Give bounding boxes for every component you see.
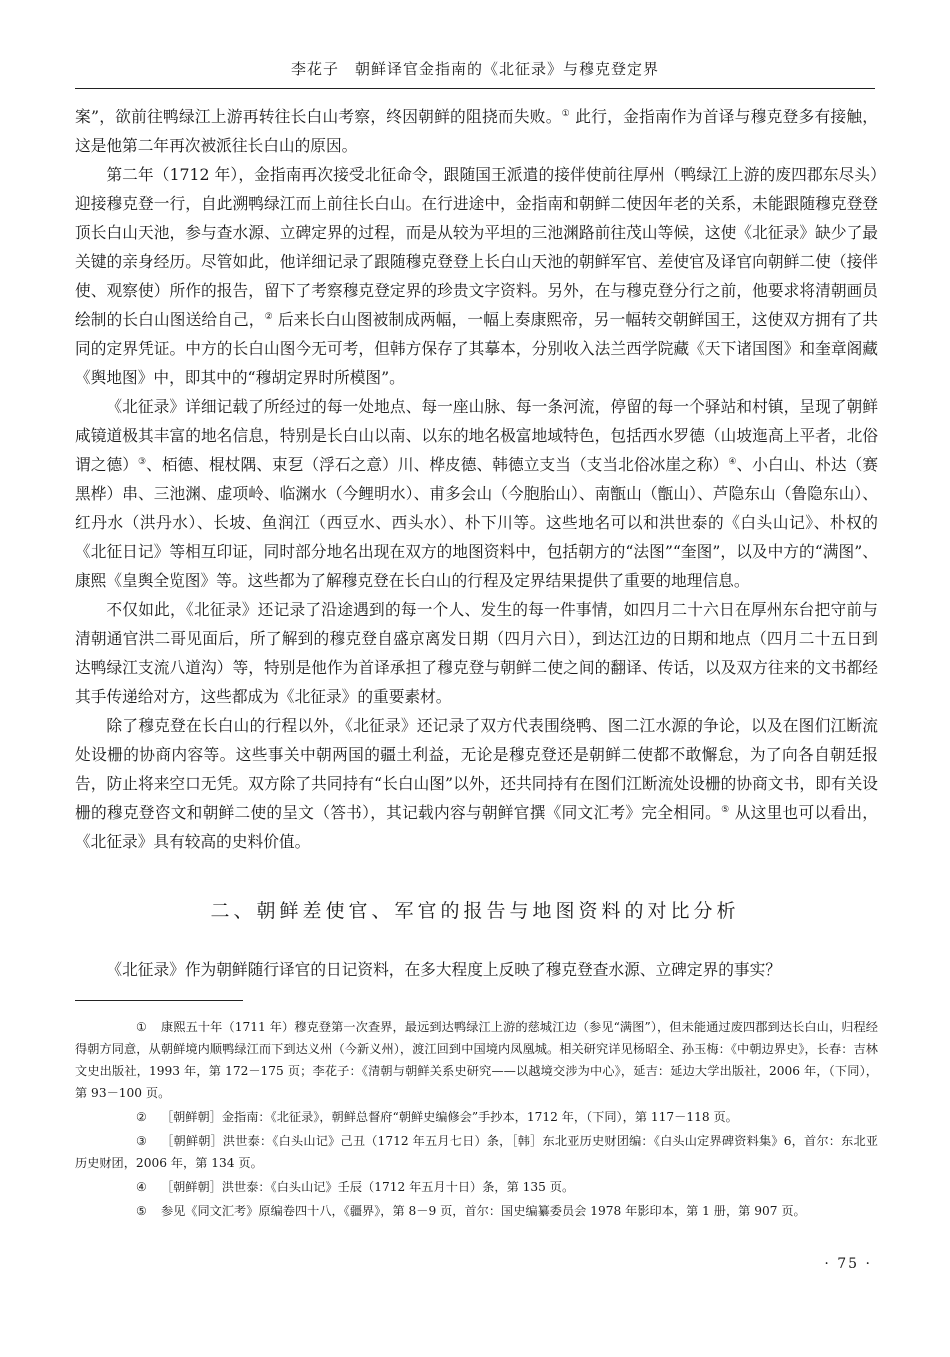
paragraph-3-text-c: 、小白山、朴达（赛黑桦）串、三池渊、虚项岭、临渊水（今鲤明水）、甫多会山（今胞胎山）、南甑山（甑山）、芦隐东山（鲁隐东山）、红丹水（洪丹水）、长坡、鱼润江（西豆水、西头水）、朴下川等。这些地名可以和洪世泰的《白头山记》、朴权的《北征日记》等相互印证，同时部分地名出现在双方的地图资料中，包括朝方的“法图”“奎图”，以及中方的“满图”、康熙《皇舆全览图》等。这些都为了解穆克登在长白山的行程及定界结果提供了重要的地理信息。	[75, 455, 879, 590]
paragraph-3-text-a: 《北征录》详细记载了所经过的每一处地点、每一座山脉、每一条河流，停留的每一个驿站和村镇，呈现了朝鲜咸镜道极其丰富的地名信息，特别是长白山以南、以东的地名极富地域特色，包括西水罗德（山坡迤高上平者，北俗谓之德）	[75, 397, 878, 474]
paragraph-5	[75, 711, 878, 856]
footnote-mark: ④	[136, 1180, 147, 1194]
paragraph-5-text-a: 除了穆克登在长白山的行程以外，《北征录》还记录了双方代表围绕鸭、图二江水源的争论，以及在图们江断流处设栅的协商内容等。这些事关中朝两国的疆土利益，无论是穆克登还是朝鲜二使都不敢懈怠，为了向各自朝廷报告，防止将来空口无凭。双方除了共同持有“长白山图”以外，还共同持有在图们江断流处设栅的协商文书，即有关设栅的穆克登咨文和朝鲜二使的呈文（答书），其记载内容与朝鲜官撰《同文汇考》完全相同。	[75, 716, 878, 822]
footnote-ref-5[interactable]: ⑤	[721, 804, 730, 815]
footnote-rule	[75, 1000, 243, 1001]
header-rule	[75, 88, 875, 89]
paragraph-1-text: 案”，欲前往鸭绿江上游再转往长白山考察，终因朝鲜的阻挠而失败。	[75, 107, 562, 126]
footnote-ref-1[interactable]: ①	[561, 108, 570, 119]
page-number: · 75 ·	[824, 1256, 872, 1272]
paragraph-1	[75, 102, 878, 160]
footnote-ref-4[interactable]: ④	[728, 456, 737, 467]
paragraph-3-text-b: 、栢德、棍杖隅、束乭（浮石之意）川、桦皮德、韩德立支当（支当北俗冰崖之称）	[146, 455, 729, 474]
body-text	[75, 102, 878, 856]
footnotes	[75, 1016, 878, 1224]
footnote-mark: ⑤	[136, 1204, 147, 1218]
running-title: 李花子 朝鲜译官金指南的《北征录》与穆克登定界	[290, 60, 659, 78]
paragraph-2	[75, 160, 878, 392]
footnote-3	[75, 1130, 878, 1174]
footnote-ref-3[interactable]: ③	[137, 456, 147, 467]
paragraph-1-rest: 此行，金指南作为首译与穆克登多有接触，这是他第二年再次被派往长白山的原因。	[75, 107, 878, 155]
paragraph-2-text-b: 后来长白山图被制成两幅，一幅上奏康熙帝，另一幅转交朝鲜国王，这使双方拥有了共同的定界凭证。中方的长白山图今无可考，但韩方保存了其摹本，分别收入法兰西学院藏《天下诸国图》和奎章阁藏《舆地图》中，即其中的“穆胡定界时所模图”。	[75, 310, 878, 387]
footnote-text: ［朝鲜朝］洪世泰：《白头山记》己丑（1712 年五月七日）条，［韩］东北亚历史财团编：《白头山定界碑资料集》6，首尔：东北亚历史财团，2006 年，第 134 页。	[75, 1134, 878, 1170]
paragraph-2-text-a: 第二年（1712 年），金指南再次接受北征命令，跟随国王派遣的接伴使前往厚州（鸭绿江上游的废四郡东尽头）迎接穆克登一行，自此溯鸭绿江而上前往长白山。在行进途中，金指南和朝鲜二使因年老的关系，未能跟随穆克登登顶长白山天池，参与查水源、立碑定界的过程，而是从较为平坦的三池渊路前往茂山等候，这使《北征录》缺少了最关键的亲身经历。尽管如此，他详细记录了跟随穆克登登上长白山天池的朝鲜军官、差使官及译官向朝鲜二使（接伴使、观察使）所作的报告，留下了考察穆克登定界的珍贵文字资料。另外，在与穆克登分行之前，他要求将清朝画员绘制的长白山图送给自己，	[75, 165, 878, 329]
footnote-text: 康熙五十年（1711 年）穆克登第一次查界，最远到达鸭绿江上游的慈城江边（参见“满图”），但未能通过废四郡到达长白山，归程经得朝方同意，从朝鲜境内顺鸭绿江而下到达义州（今新义州），渡江回到中国境内凤凰城。相关研究详见杨昭全、孙玉梅：《中朝边界史》，长春：吉林文史出版社，1993 年，第 172－175 页；李花子：《清朝与朝鲜关系史研究——以越境交涉为中心》，延吉：延边大学出版社，2006 年，（下同），第 93－100 页。	[75, 1020, 878, 1100]
footnote-5	[75, 1200, 878, 1222]
footnote-1	[75, 1016, 878, 1104]
footnote-mark: ③	[136, 1134, 147, 1148]
footnote-text: 参见《同文汇考》原编卷四十八，《疆界》，第 8－9 页，首尔：国史编纂委员会 1978 年影印本，第 1 册，第 907 页。	[160, 1204, 806, 1218]
footnote-ref-2[interactable]: ②	[264, 311, 273, 322]
footnote-mark: ②	[136, 1110, 147, 1124]
paragraph-3	[75, 392, 878, 595]
footnote-mark: ①	[136, 1020, 147, 1034]
paragraph-5-text-b: 从这里也可以看出，《北征录》具有较高的史料价值。	[75, 803, 878, 851]
paragraph-6: 《北征录》作为朝鲜随行译官的日记资料，在多大程度上反映了穆克登查水源、立碑定界的事实？	[106, 960, 781, 979]
footnote-text: ［朝鲜朝］金指南：《北征录》，朝鲜总督府“朝鲜史编修会”手抄本，1712 年，（下同），第 117－118 页。	[160, 1110, 738, 1124]
footnote-4	[75, 1176, 878, 1198]
footnote-2	[75, 1106, 878, 1128]
footnote-text: ［朝鲜朝］洪世泰：《白头山记》壬辰（1712 年五月十日）条，第 135 页。	[160, 1180, 575, 1194]
section-heading: 二、朝鲜差使官、军官的报告与地图资料的对比分析	[210, 900, 740, 922]
paragraph-4: 不仅如此，《北征录》还记录了沿途遇到的每一个人、发生的每一件事情，如四月二十六日在厚州东台把守前与清朝通官洪二哥见面后，所了解到的穆克登自盛京离发日期（四月六日），到达江边的日期和地点（四月二十五日到达鸭绿江支流八道沟）等，特别是他作为首译承担了穆克登与朝鲜二使之间的翻译、传话，以及双方往来的文书都经其手传递给对方，这些都成为《北征录》的重要素材。	[75, 600, 878, 706]
